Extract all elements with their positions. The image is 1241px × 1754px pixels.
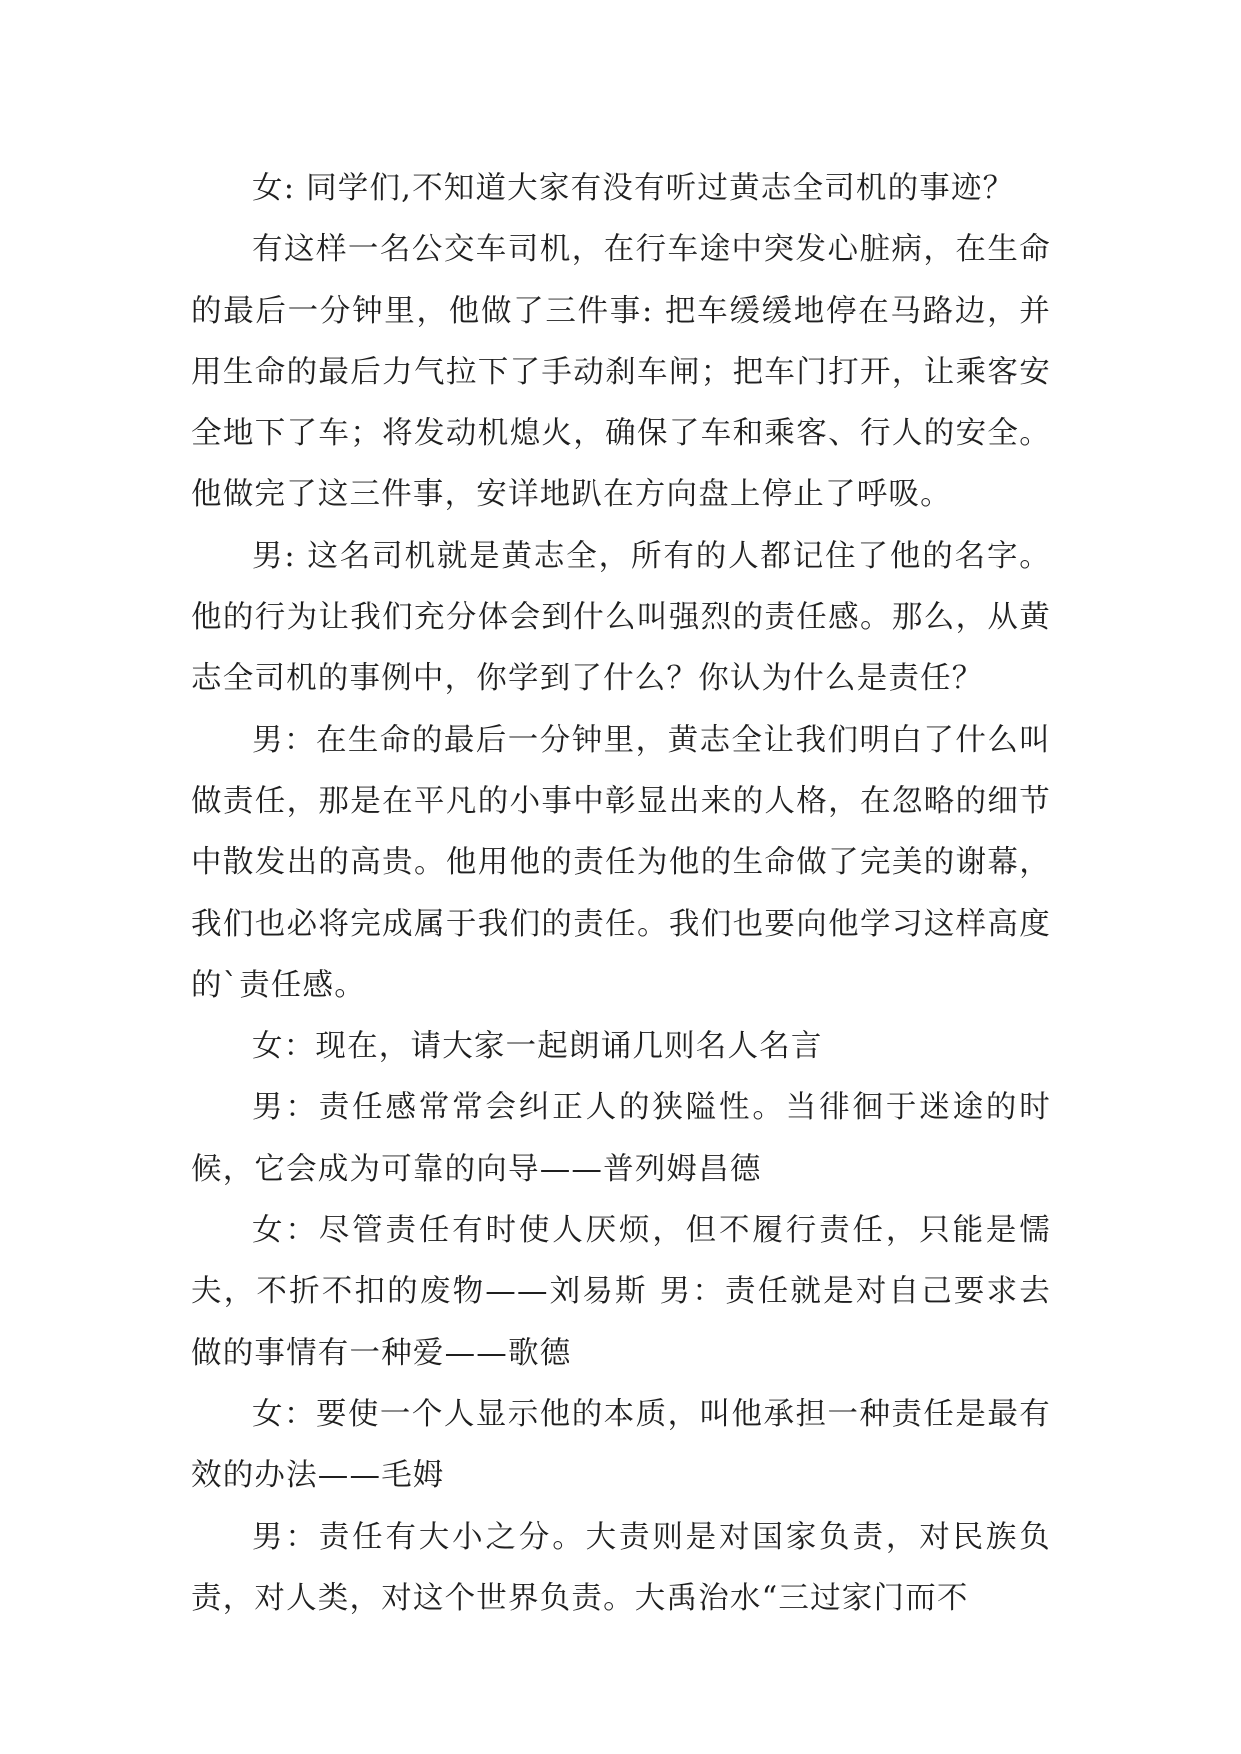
paragraph-quote-premchand: 男：责任感常常会纠正人的狭隘性。当徘徊于迷途的时候，它会成为可靠的向导——普列姆昌德 bbox=[191, 1090, 1051, 1187]
paragraph-quote-lewis-goethe: 女：尽管责任有时使人厌烦，但不履行责任，只能是懦夫，不折不扣的废物——刘易斯 男：责任就是对自己要求去做的事情有一种爱——歌德 bbox=[191, 1213, 1051, 1371]
paragraph-quote-maugham: 女：要使一个人显示他的本质，叫他承担一种责任是最有效的办法——毛姆 bbox=[191, 1396, 1051, 1494]
paragraph-driver-story: 有这样一名公交车司机，在行车途中突发心脏病，在生命的最后一分钟里，他做了三件事: 把车缓缓地停在马路边，并用生命的最后力气拉下了手动刹车闸；把车门打开，让乘客安全地下了车；将发动机熄火，确保了车和乘客、行人的安全。他做完了这三件事，安详地趴在方向盘上停止了呼吸。 bbox=[191, 232, 1051, 513]
paragraph-driver-name: 男: 这名司机就是黄志全，所有的人都记住了他的名字。他的行为让我们充分体会到什么叫强烈的责任感。那么，从黄志全司机的事例中，你学到了什么？你认为什么是责任？ bbox=[191, 538, 1051, 697]
paragraph-responsibility-scale: 男：责任有大小之分。大责则是对国家负责，对民族负责，对人类，对这个世界负责。大禹治水“三过家门而不 bbox=[191, 1519, 1051, 1616]
document-body bbox=[191, 158, 1051, 1629]
paragraph-responsibility-meaning: 男：在生命的最后一分钟里，黄志全让我们明白了什么叫做责任，那是在平凡的小事中彰显出来的人格，在忽略的细节中散发出的高贵。他用他的责任为他的生命做了完美的谢幕，我们也必将完成属于我们的责任。我们也要向他学习这样高度的`责任感。 bbox=[191, 722, 1051, 1003]
paragraph-quotes-intro: 女：现在，请大家一起朗诵几则名人名言 bbox=[252, 1029, 823, 1065]
paragraph-intro-question: 女: 同学们,不知道大家有没有听过黄志全司机的事迹？ bbox=[252, 171, 1015, 206]
